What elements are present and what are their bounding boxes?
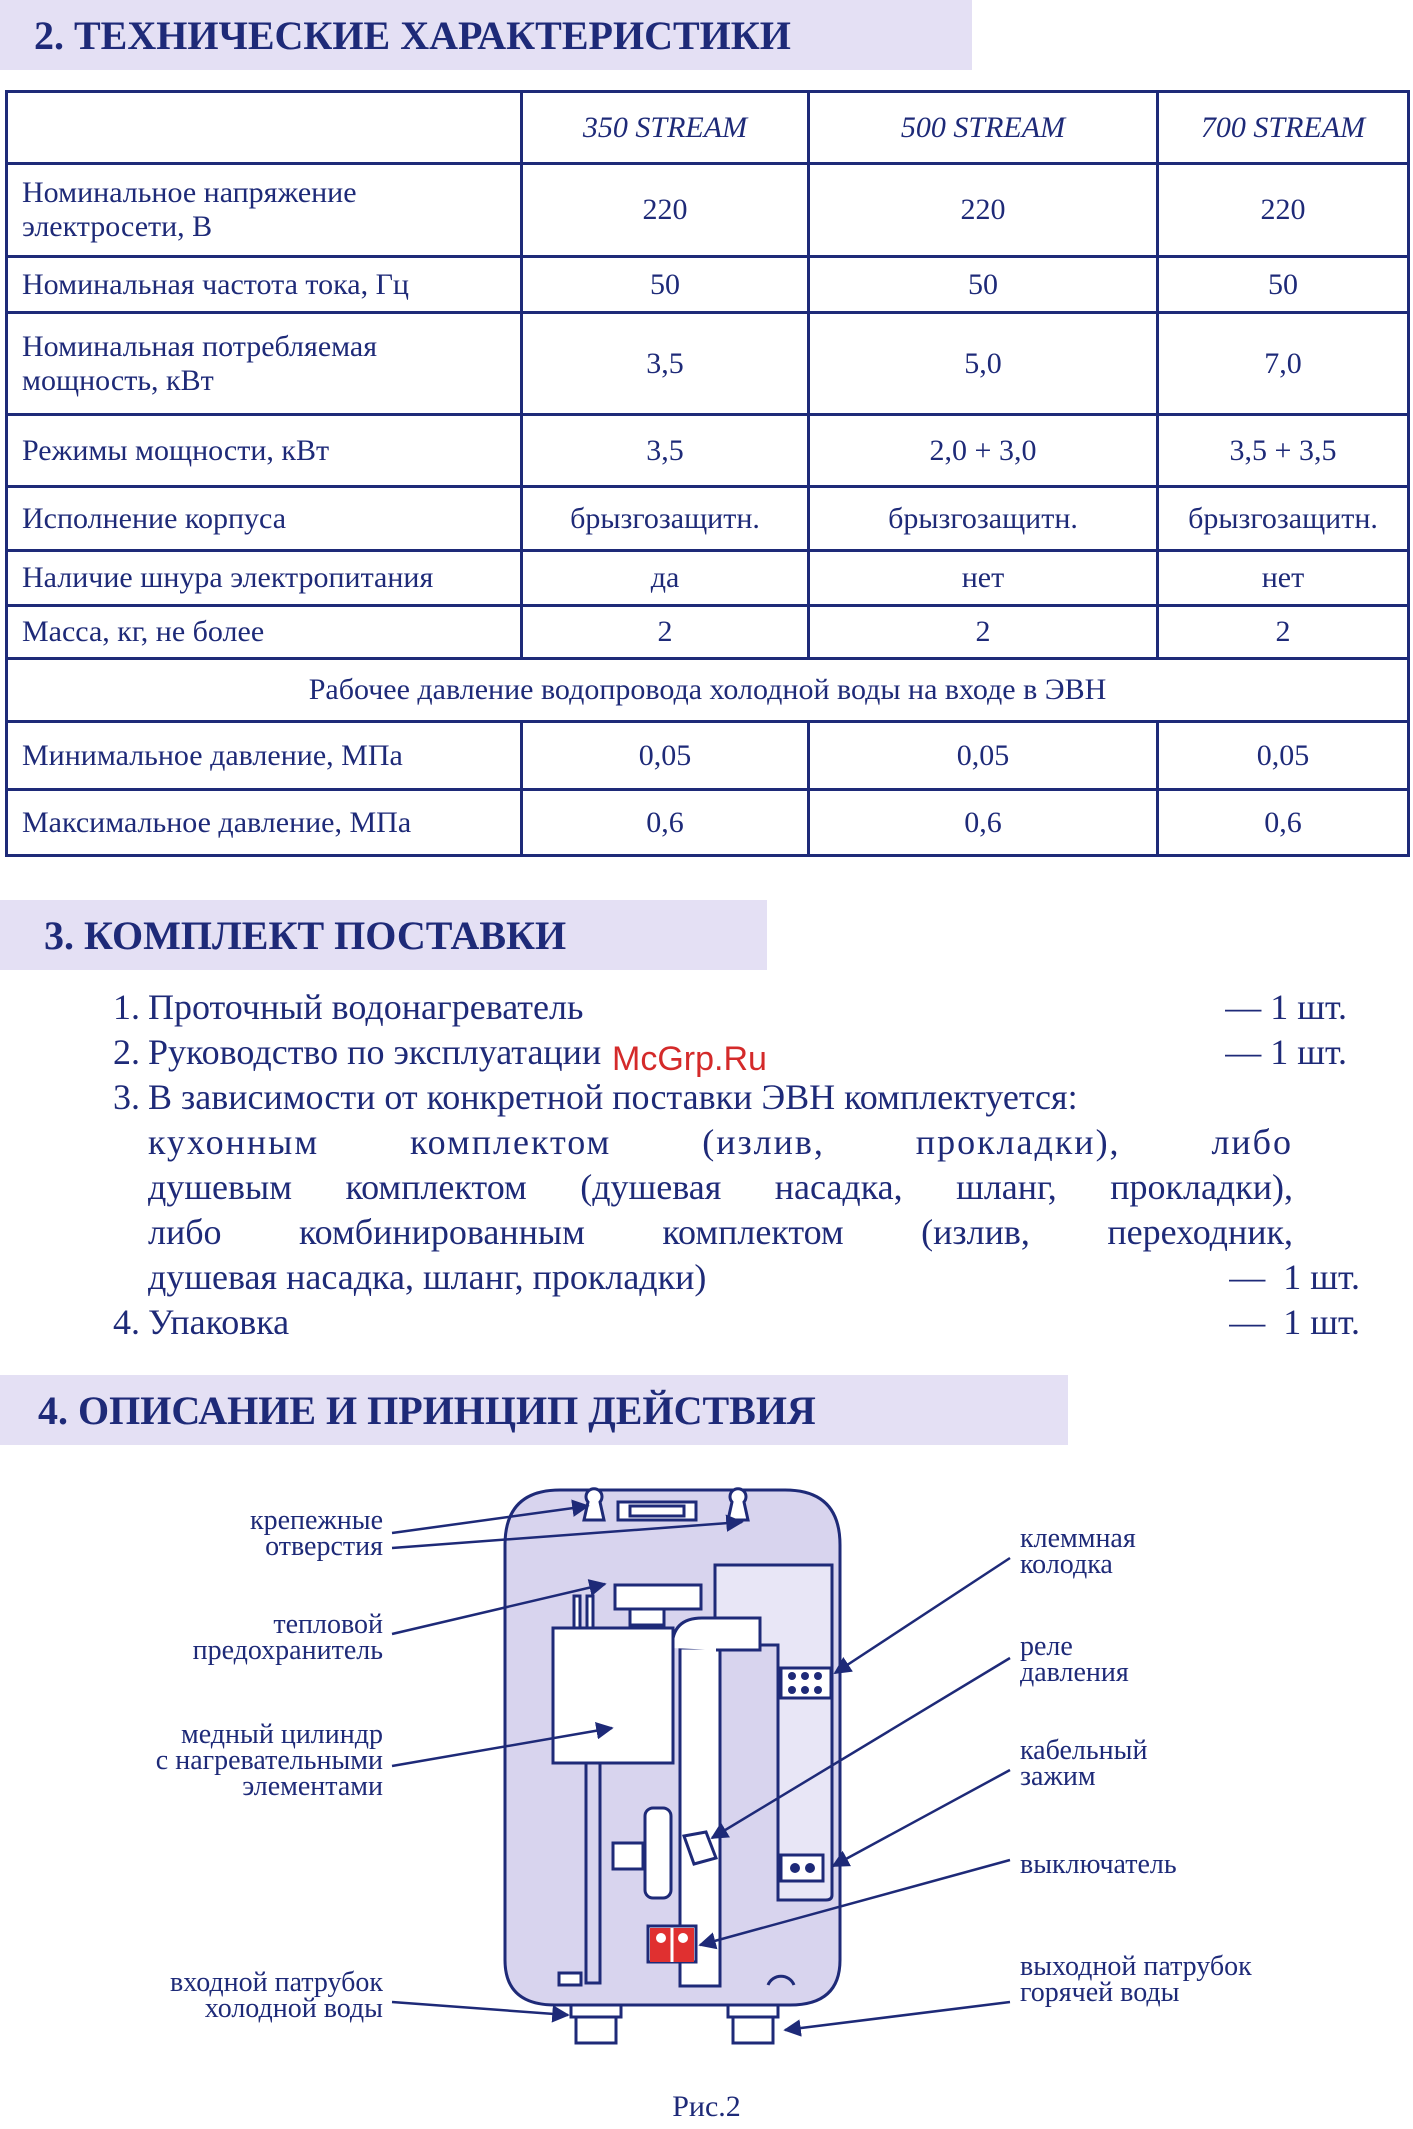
item-text-line: либо комбинированным комплектом (излив, переходник,	[148, 1212, 1293, 1252]
item-text-line: В зависимости от конкретной поставки ЭВН комплектуется:	[148, 1077, 1078, 1117]
cell-value: 220	[522, 164, 809, 257]
arrow-terminal	[835, 1558, 1010, 1673]
cell-value: брызгозащитн.	[522, 487, 809, 551]
fuse-neck	[630, 1609, 664, 1625]
cell-value: да	[522, 551, 809, 606]
model-header: 350 STREAM	[522, 92, 809, 164]
relay-mount	[613, 1843, 643, 1869]
label-copper-cylinder: медный цилиндр с нагревательными элементами	[155, 1719, 383, 1802]
cell-value: брызгозащитн.	[809, 487, 1158, 551]
label-hot-outlet: выходной патрубок горячей воды	[1020, 1951, 1252, 2008]
cell-value: 0,05	[522, 722, 809, 790]
inlet-nut	[571, 2005, 621, 2017]
item-text-line: душевым комплектом (душевая насадка, шланг, прокладки),	[148, 1167, 1293, 1207]
figure-caption: Рис.2	[672, 2090, 741, 2123]
cell-value: 220	[809, 164, 1158, 257]
cell-value: брызгозащитн.	[1158, 487, 1409, 551]
row-label: Минимальное давление, МПа	[7, 722, 522, 790]
arrow-clamp	[833, 1770, 1010, 1866]
item-text: Проточный водонагреватель	[148, 987, 584, 1027]
mount-hole-left-shape	[584, 1489, 604, 1520]
cell-value: 220	[1158, 164, 1409, 257]
item-number: 4.	[113, 1302, 140, 1342]
fuse-pin	[587, 1596, 593, 1628]
arrow-outlet	[785, 2002, 1010, 2030]
item-text-line: душевая насадка, шланг, прокладки)	[148, 1257, 707, 1297]
row-label: Максимальное давление, МПа	[7, 790, 522, 856]
label-thermal-fuse: тепловой предохранитель	[192, 1609, 383, 1666]
row-label: Наличие шнура электропитания	[7, 551, 522, 606]
row-label: Номинальная частота тока, Гц	[7, 257, 522, 313]
relay-body	[645, 1808, 671, 1898]
fuse-pin	[574, 1596, 580, 1628]
pipe-bend	[672, 1618, 760, 1650]
item-number: 1.	[113, 987, 140, 1027]
item-text: Упаковка	[148, 1302, 290, 1342]
section-description-title: 4. ОПИСАНИЕ И ПРИНЦИП ДЕЙСТВИЯ	[0, 1375, 1068, 1445]
row-label: Исполнение корпуса	[7, 487, 522, 551]
cell-value: 50	[522, 257, 809, 313]
row-label: Масса, кг, не более	[7, 606, 522, 659]
cell-value: нет	[1158, 551, 1409, 606]
cell-value: 50	[1158, 257, 1409, 313]
watermark: McGrp.Ru	[612, 1040, 767, 1078]
mount-hole-right-shape	[728, 1489, 748, 1520]
cell-value: 0,05	[1158, 722, 1409, 790]
cell-value: 2	[522, 606, 809, 659]
label-terminal-block: клеммная колодка	[1020, 1523, 1136, 1580]
pressure-header: Рабочее давление водопровода холодной воды на входе в ЭВН	[7, 659, 1409, 722]
section-kit-title: 3. КОМПЛЕКТ ПОСТАВКИ	[0, 900, 767, 970]
cell-value: 2,0 + 3,0	[809, 415, 1158, 487]
row-label: Режимы мощности, кВт	[7, 415, 522, 487]
model-header: 500 STREAM	[809, 92, 1158, 164]
cell-value: 50	[809, 257, 1158, 313]
outlet-nut	[728, 2005, 778, 2017]
label-cold-inlet: входной патрубок холодной воды	[170, 1967, 383, 2024]
cell-value: 0,05	[809, 722, 1158, 790]
cell-value: 3,5 + 3,5	[1158, 415, 1409, 487]
fuse-block	[615, 1585, 701, 1609]
label-switch: выключатель	[1020, 1849, 1177, 1880]
row-label: Номинальная потребляемая мощность, кВт	[7, 313, 522, 415]
cell-value: 2	[1158, 606, 1409, 659]
item-text-line: кухонным комплектом (излив, прокладки), либо	[148, 1122, 1293, 1162]
item-text: Руководство по эксплуатации	[148, 1032, 602, 1072]
model-header: 700 STREAM	[1158, 92, 1409, 164]
cell-value: 2	[809, 606, 1158, 659]
label-pressure-relay: реле давления	[1020, 1631, 1129, 1688]
section-specs-title: 2. ТЕХНИЧЕСКИЕ ХАРАКТЕРИСТИКИ	[0, 0, 972, 70]
cell-value: 0,6	[1158, 790, 1409, 856]
item-qty: — 1 шт.	[1229, 1257, 1360, 1297]
item-qty: — 1 шт.	[1225, 1032, 1347, 1072]
label-mount-holes: крепежные отверстия	[249, 1505, 383, 1562]
cell-value: 0,6	[809, 790, 1158, 856]
cell-value: 0,6	[522, 790, 809, 856]
item-qty: — 1 шт.	[1225, 987, 1347, 1027]
cell-value: 3,5	[522, 313, 809, 415]
item-number: 2.	[113, 1032, 140, 1072]
cell-value: нет	[809, 551, 1158, 606]
cell-value: 7,0	[1158, 313, 1409, 415]
cable-clamp	[781, 1855, 823, 1881]
copper-cylinder	[553, 1628, 673, 1763]
cell-value: 5,0	[809, 313, 1158, 415]
switch-icon	[650, 1928, 694, 1962]
drain-tab	[559, 1973, 581, 1985]
item-qty: — 1 шт.	[1229, 1302, 1360, 1342]
item-number: 3.	[113, 1077, 140, 1117]
cell-value: 3,5	[522, 415, 809, 487]
cold-pipe	[586, 1763, 600, 1983]
label-cable-clamp: кабельный зажим	[1020, 1735, 1148, 1792]
row-label: Номинальное напряжение электросети, В	[7, 164, 522, 257]
